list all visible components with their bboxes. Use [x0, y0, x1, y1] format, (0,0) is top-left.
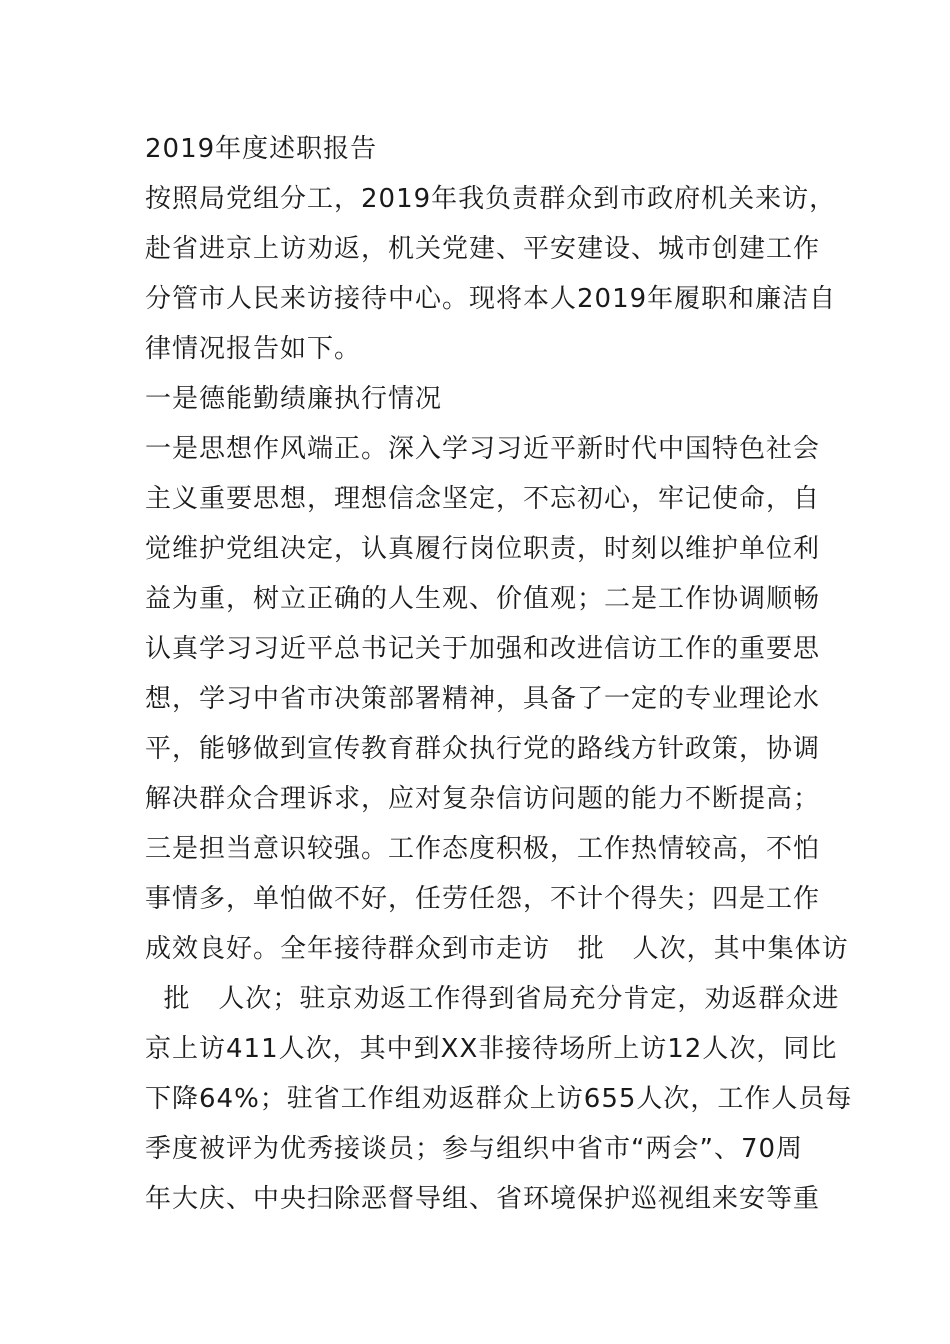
paragraph-line: 主义重要思想，理想信念坚定，不忘初心，牢记使命，自: [145, 484, 821, 514]
paragraph-line: 想，学习中省市决策部署精神，具备了一定的专业理论水: [145, 684, 821, 714]
document-title: 2019年度述职报告: [145, 134, 378, 164]
paragraph-line: 京上访411人次，其中到XX非接待场所上访12人次，同比: [145, 1034, 838, 1064]
paragraph-line: 一是思想作风端正。深入学习习近平新时代中国特色社会: [145, 434, 821, 464]
paragraph-line: 益为重，树立正确的人生观、价值观；二是工作协调顺畅: [145, 584, 821, 614]
paragraph-line: 年大庆、中央扫除恶督导组、省环境保护巡视组来安等重: [145, 1184, 821, 1214]
paragraph-line: 按照局党组分工，2019年我负责群众到市政府机关来访，: [145, 184, 837, 214]
paragraph-line: 认真学习习近平总书记关于加强和改进信访工作的重要思: [145, 634, 821, 664]
paragraph-line: 解决群众合理诉求，应对复杂信访问题的能力不断提高；: [145, 784, 821, 814]
paragraph-line: 季度被评为优秀接谈员；参与组织中省市“两会”、70周: [145, 1134, 804, 1164]
paragraph-line: 律情况报告如下。: [145, 334, 362, 364]
paragraph-line: 分管市人民来访接待中心。现将本人2019年履职和廉洁自: [145, 284, 837, 314]
paragraph-line: 赴省进京上访劝返，机关党建、平安建设、城市创建工作: [145, 234, 821, 264]
section-heading: 一是德能勤绩廉执行情况: [145, 384, 443, 414]
paragraph-line: 三是担当意识较强。工作态度积极，工作热情较高，不怕: [145, 834, 821, 864]
report-body: [145, 124, 853, 1224]
paragraph-line: 批 人次；驻京劝返工作得到省局充分肯定，劝返群众进: [145, 984, 840, 1014]
paragraph-line: 下降64%；驻省工作组劝返群众上访655人次，工作人员每: [145, 1084, 853, 1114]
paragraph-line: 事情多，单怕做不好，任劳任怨，不计个得失；四是工作: [145, 884, 821, 914]
paragraph-line: 平，能够做到宣传教育群众执行党的路线方针政策，协调: [145, 734, 821, 764]
paragraph-line: 觉维护党组决定，认真履行岗位职责，时刻以维护单位利: [145, 534, 821, 564]
paragraph-line: 成效良好。全年接待群众到市走访 批 人次，其中集体访: [145, 934, 849, 964]
